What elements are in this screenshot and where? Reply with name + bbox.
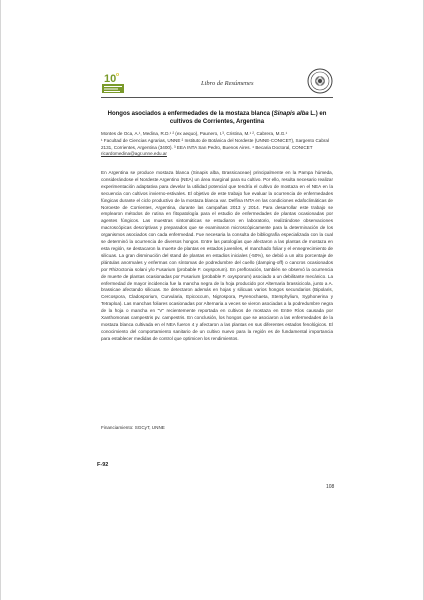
header-divider [101, 97, 333, 98]
page-header [101, 68, 333, 98]
author-list: Montes de Oca, A.¹, Medina, R.D.¹ ² (ex aequo), Paunero, I.³, Cristina, M.¹ ², Cabrera, M.G.¹ [101, 131, 288, 136]
species-name: Sinapis alba [273, 111, 309, 117]
author-email-link[interactable]: ricardomedina@agr.unne.edu.ar [101, 151, 167, 157]
abstract-code: F-92 [97, 462, 109, 468]
abstract-body: En Argentina se produce mostaza blanca (Sinapis alba, Brassicaceae) principalmente en la Pampa húmeda, considerándose el Nordeste Argentino (NEA) un área marginal para su cultivo. Por ello, resulta necesario realizar experimentación adaptativa para develar la utilidad potencial que tendría el cultivo de mostaza en el NEA en la secuencia con cultivos invierno-estivales. El objetivo de este trabajo fue evaluar la ocurrencia de enfermedades fúngicas durante el ciclo productivo de la mostaza blanca var. Delfina INTA en las condiciones edafoclimáticas de Noroeste de Corrientes, Argentina, durante las campañas 2013 y 2014. Para desarrollar este trabajo se emplearon métodos de rutina en fitopatología para el estudio de enfermedades de plantas ocasionadas por agentes fúngicos. Las muestras sintomáticas se estudiaron en laboratorio, realizándose observaciones macroscópicas descriptivas y preparados que se examinaron microscópicamente para la determinación de los organismos asociados con cada enfermedad. Fue necesaria la consulta de bibliografía especializada con la cual se determinó la ocurrencia de diversos hongos. Entre las patologías que afectaron a las plantas de mostaza en esta región, se destacaron la muerte de plantas en estados juveniles, el manchado foliar y el ennegrecimiento de silicuas. La gran disminución del stand de plantas en estadios iniciales (-50%), se debió a un alto porcentaje de plántulas anormales y enfermas con síntomas de podredumbre del cuello (damping-off) o cancros ocasionados por Rhizoctonia solani y/o Fusarium (probable F. oxysporum). En prefloración, también se observó la ocurrencia de muerte de plantas ocasionadas por Fusarium (probable F. oxysporum) asociado a un debilitante mecánico. La enfermedad de mayor incidencia fue la mancha negra de la hoja producido por Alternaria brassicicola, junto a A. brassicae afectando silicuas. Se detectaron además en hojas y silicuas varios hongos secundarios (Bipolaris, Cercospora, Cladosporium, Curvularia, Epicoccum, Nigrospora, Pyrenochaeta, Stemphylium, Syphonerina y Tetraploa). Las manchas foliares ocasionadas por Alternaria a veces se vieron asociadas a la podredumbre negra de la hoja o mancha en "V" recientemente reportada en cultivos de mostaza en Entre Ríos causada por Xanthomonas campestris pv. campestris. En conclusión, los hongos que se asociaron a las enfermedades de la mostaza blanca cultivada en el NEA fueron 4 y afectaron a las plantas en sus diferentes estados fenológicos. El conocimiento del comportamiento sanitario de un cultivo nuevo para la región es de fundamental importancia para establecer medidas de control que optimicen los rendimientos. [101, 170, 333, 341]
university-seal-icon [307, 68, 333, 94]
paper-title: Hongos asociados a enfermedades de la mostaza blanca (Sinapis alba L.) en cultivos de Corrientes, Argentina [107, 111, 327, 125]
congress-logo-icon [101, 70, 125, 94]
logo-number: 10 [104, 73, 117, 85]
page-number: 108 [326, 484, 335, 490]
affiliations: ¹ Facultad de Ciencias Agrarias, UNNE ² Instituto de Botánica del Nordeste (UNNE-CONICET), Sargento Cabral 2131, Corrientes, Argentina (3400). ³ EEA INTA San Pedro, Buenos Aires. ⁴ Becaria Doctoral, CONICET ricardomedina@agr.unne.edu.ar [101, 138, 329, 157]
book-title: Libro de Resúmenes [201, 80, 254, 87]
logo-superscript: o [116, 72, 120, 78]
funding-note: Financiamiento: SGCyT, UNNE [101, 425, 165, 430]
